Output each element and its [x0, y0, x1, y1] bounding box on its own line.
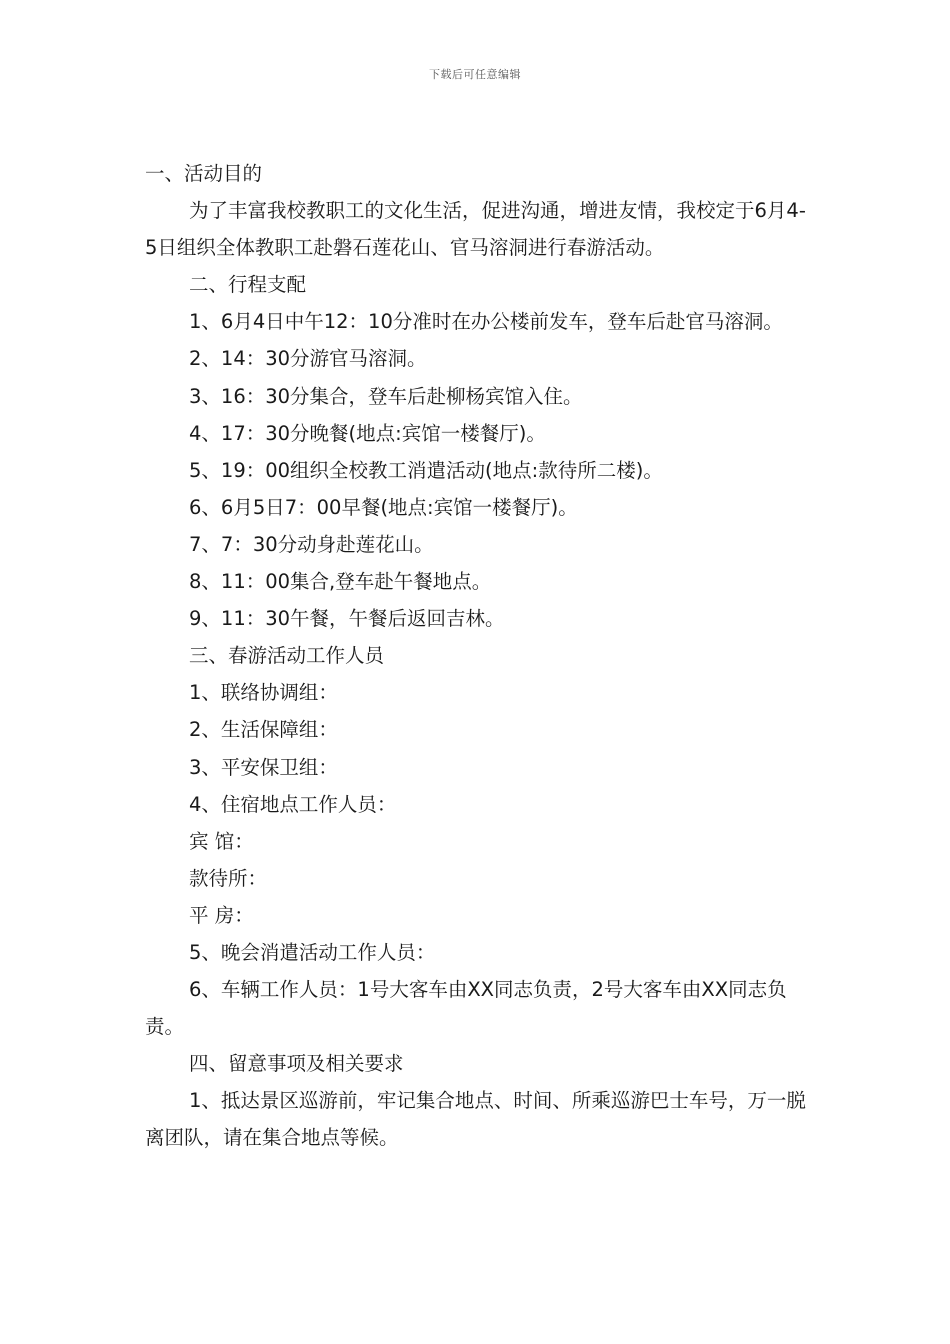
document-body: [145, 155, 809, 1157]
staff-item: 5、晚会消遣活动工作人员：: [189, 940, 436, 964]
staff-subitem: 款待所：: [189, 866, 268, 890]
itinerary-item: 7、7：30分动身赴莲花山。: [189, 532, 434, 556]
itinerary-item: 5、19：00组织全校教工消遣活动(地点:款待所二楼)。: [189, 458, 663, 482]
itinerary-item: 8、11：00集合,登车赴午餐地点。: [189, 570, 492, 594]
section-heading-staff: 三、春游活动工作人员: [189, 644, 385, 668]
paragraph-purpose: 为了丰富我校教职工的文化生活，促进沟通，增进友情，我校定于6月4-5日组织全体教职工赴磐石莲花山、官马溶洞进行春游活动。: [145, 199, 806, 260]
staff-subitem: 平 房：: [189, 903, 254, 927]
section-heading-notes: 四、留意事项及相关要求: [189, 1052, 404, 1076]
staff-item: 3、平安保卫组：: [189, 755, 338, 779]
header-note: 下载后可任意编辑: [429, 68, 521, 81]
section-heading-itinerary: 二、行程支配: [189, 273, 307, 297]
staff-item: 6、车辆工作人员：1号大客车由XX同志负责，2号大客车由XX同志负责。: [145, 978, 787, 1039]
itinerary-item: 2、14：30分游官马溶洞。: [189, 347, 427, 371]
staff-item: 4、住宿地点工作人员：: [189, 792, 397, 816]
staff-subitem: 宾 馆：: [189, 829, 254, 853]
itinerary-item: 6、6月5日7：00早餐(地点:宾馆一楼餐厅)。: [189, 495, 578, 519]
staff-item: 2、生活保障组：: [189, 718, 338, 742]
section-heading-purpose: 一、活动目的: [145, 162, 263, 185]
itinerary-item: 9、11：30午餐，午餐后返回吉林。: [189, 607, 505, 631]
staff-item: 1、联络协调组：: [189, 681, 338, 705]
itinerary-item: 4、17：30分晚餐(地点:宾馆一楼餐厅)。: [189, 421, 546, 445]
notes-item: 1、抵达景区巡游前，牢记集合地点、时间、所乘巡游巴士车号，万一脱离团队，请在集合地点等候。: [145, 1089, 806, 1150]
itinerary-item: 3、16：30分集合，登车后赴柳杨宾馆入住。: [189, 384, 583, 408]
itinerary-item: 1、6月4日中午12：10分准时在办公楼前发车，登车后赴官马溶洞。: [189, 310, 783, 334]
